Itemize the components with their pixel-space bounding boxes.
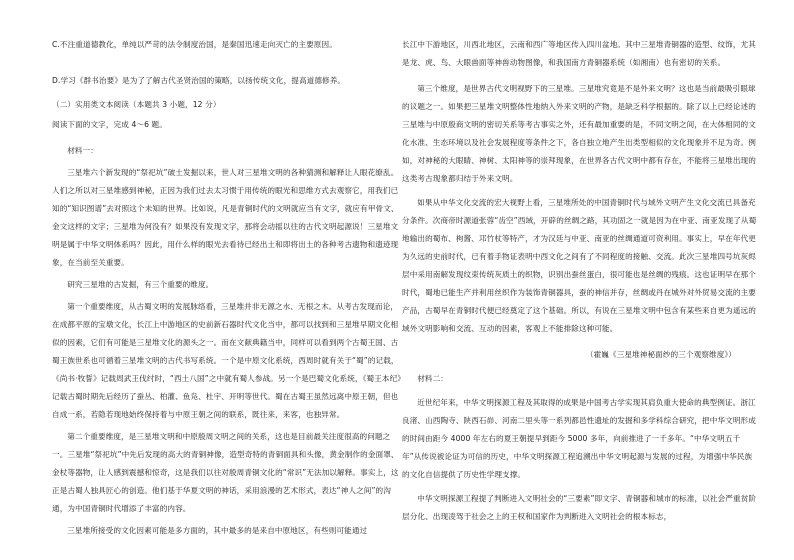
right-column <box>402 36 758 526</box>
left-column <box>52 36 404 540</box>
paragraph: 三星堆所接受的文化因素可能是多方面的，其中最多的是来自中原地区，有些则可能通过 <box>67 526 368 535</box>
paragraph: 第三个维度，是世界古代文明视野下的三星堆。三星堆究竟是不是外来文明？这也是当前最吸引眼球的议题之一。如果把三星堆文明整体性地纳入外来文明的产物，是缺乏科学根据的。除了以上已经论述的三星堆与中原殷商文明的密切关系等考古事实之外，还有最加重要的是，不同文明之间，在大体相同的文化水准、生态环境以及社会发展程度等条件之下，各自独立地产生出类型相似的文化现象并不足为奇。例如，对神秘的大眼睛、神树、太阳神等的崇拜现象，在世界各古代文明中都有存在，不能将三星堆出现的这类考古现象都归结于外来文明。 <box>402 84 756 183</box>
section-heading: （二）实用类文本阅读（本题共 3 小题，12 分） <box>52 100 221 109</box>
option-d: D.学习《群书治要》是为了了解古代圣贤治国的策略，以扬传统文化，提高道德修养。 <box>52 76 346 85</box>
paragraph: 研究三星堆的古发掘，有三个重要的维度。 <box>67 280 214 289</box>
paragraph: 如果从中华文化交流的宏大视野上看，三星堆所处的中国青铜时代与域外文明产生文化交流已具备充分条件。次商帝时源道张蓉“齿空”西域，开辟的丝绸之路，其功固之一就是因为在中亚、南亚发现了从蜀地输出的蜀布、枸酱、邛竹杖等特产，才为汉廷与中亚、南亚的丝绸通道可资利用。事实上，早在年代更为久远的史前时代，已有着手物证表明中西文化之间有了不同程度的接触、交流。此次三星堆四号坑灰烬层中采用南解发现纹束传统灰质土的织物，识别出蚕丝蛋白，很可能也是丝绸的残痕。这也证明早在那个时代，蜀地已能生产并利用丝织作为装饰青铜器具，蚕的神信并存，丝绸或丹在城外对外贸易交流的主要产品，古蜀早在青铜时代便已经奠定了这个基础。所以，有说在三星堆文明中包含有某些来自更为遥远的域外文明影响和交流、互动的因素，客观上不能排除这种可能。 <box>402 198 757 333</box>
option-c: C.不注重道德教化，单纯以严苛的法令制度治国，是秦国迅速走向灭亡的主要原因。 <box>52 40 337 49</box>
paragraph: 第二个重要维度，是三星堆文明和中原殷周文明之间的关系，这也是目前最关注度很高的问题之一。三星堆“祭祀坑”中先后发现的高大的青铜神像，造型奇特的青铜面具和头像，黄金制作的金面罩、金杖等器物，让人感到震撼和惊奇，这是我们以往对殷周青铜文化的“常识”无法加以解释。事实上，这正是古蜀人独具匠心的创造。他们基于华夏文明的神话，采用浪漫的艺术形式，表达“神人之间”的沟通，为中国青铜时代增添了丰富的内容。 <box>52 432 399 513</box>
paragraph: 长江中下游地区，川西北地区，云南和西广等地区传入四川盆地。其中三星堆青铜器的造型、纹饰，尤其是龙、虎、鸟、大眼兽面等神兽动物图像，和我国南方青铜器系统（如湘南）也有密切的关系。 <box>402 40 756 67</box>
paragraph: 第一个重要维度，从古蜀文明的发展脉络看，三星堆并非无源之水、无根之木。从考古发现而论，在成都平原的宝墩文化，长江上中游地区的史前新石器时代文化当中，都可以找到和三星堆早期文化相似的因素，它们有可能是三星堆文化的源头之一。而在文献典籍当中，同样可以看到两个古蜀王国、古蜀王族世系也可循着三星堆文明的古代书写系统。一个是中原文化系统，西周时就有关于“蜀”的记载，《尚书·牧誓》记载周武王伐纣时，“西土八国”之中就有蜀人参战。另一个是巴蜀文化系统，《蜀王本纪》记载古蜀时期先后经历了蚕丛、柏灌、鱼凫、杜宇、开明等世代。蜀在古蜀王虽然远离中原王朝，但也自成一系，若隐若现地始终保持着与中原王朝之间的联系，既往来，来客，也独异常。 <box>52 302 402 419</box>
paragraph: 近世纪年来，中华文明探源工程及其取得的成果是中国考古学实现其肩负重大使命的典型例证。浙江良渚、山西陶寺、陕西石峁、河南二里头等一系列都邑性遗址的发掘和多学科综合研究，把中华文明形成的时间由距今 4000 年左右的夏王朝提早到距今 5000 多年，向前推进了一千多年。“中华文明五千年”从传说被论证为可信的历史，中华文明探源工程追溯出中华文明起源与发展的过程，为增强中华民族的文化自信提供了历史性学理支撑。 <box>402 398 756 479</box>
material-two-label: 材料二： <box>417 374 448 383</box>
instruction: 阅读下面的文字，完成 4～6 题。 <box>52 120 167 129</box>
material-one-label: 材料一： <box>67 146 98 155</box>
paragraph: 三星堆六个新发现的“祭祀坑”破土发掘以来，世人对三星堆文明的各种猜测和解释让人眼花缭乱。人们之所以对三星堆感到神秘，正因为我们过去太习惯于用传统的眼光和思维方式去观察它，用我们已知的“知识图谱”去对照这个未知的世界。比如说，凡是青铜时代的文明就应当有文字，就应有甲骨文、金文这样的文字；三星堆为何没有？如果没有发现文字，那将会动摇以往的古代文明起源说！三星堆文明是属于中华文明体系吗？因此，用什么样的眼光去看待已经出土和即将出土的各种考古遗物和遗迹现象，在当前至关重要。 <box>52 168 399 267</box>
source-citation: （霍巍《三星堆神秘面纱的三个观察维度》） <box>585 350 736 359</box>
paragraph: 中华文明探源工程提了判断进入文明社会的“三要素”即文字、青铜器和城市的标准，以社会严重贫阶层分化、出现凌驾于社会之上的王权和国家作为判断进入文明社会的根本标志， <box>402 494 757 521</box>
